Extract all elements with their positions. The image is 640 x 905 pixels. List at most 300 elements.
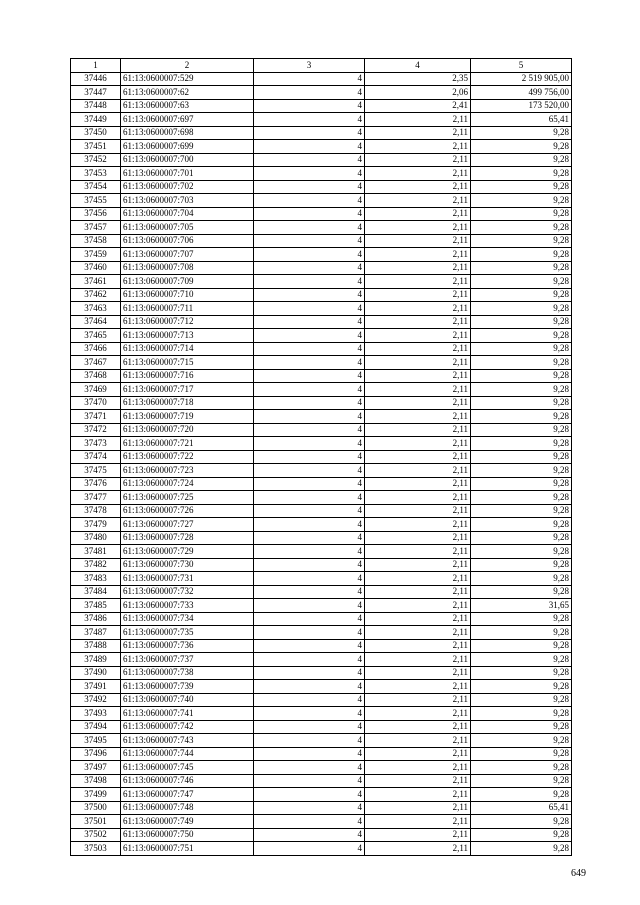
- table-row: [71, 396, 572, 410]
- table-cell-col1: 37486: [71, 612, 121, 626]
- table-row: [71, 234, 572, 248]
- table-cell-col4: 2,11: [365, 194, 471, 208]
- table-cell-col4: 2,11: [365, 734, 471, 748]
- table-cell-col2: 61:13:0600007:529: [121, 72, 254, 86]
- table-cell-col3: 4: [254, 410, 365, 424]
- table-row: [71, 707, 572, 721]
- table-cell-col2: 61:13:0600007:724: [121, 477, 254, 491]
- table-row: [71, 491, 572, 505]
- table-cell-col3: 4: [254, 693, 365, 707]
- table-cell-col5: 9,28: [471, 707, 572, 721]
- table-cell-col5: 9,28: [471, 774, 572, 788]
- table-cell-col1: 37449: [71, 113, 121, 127]
- table-header-row: [71, 59, 572, 73]
- table-cell-col2: 61:13:0600007:697: [121, 113, 254, 127]
- table-cell-col1: 37502: [71, 828, 121, 842]
- table-cell-col3: 4: [254, 86, 365, 100]
- table-cell-col5: 9,28: [471, 369, 572, 383]
- table-cell-col5: 9,28: [471, 450, 572, 464]
- table-row: [71, 680, 572, 694]
- table-row: [71, 126, 572, 140]
- table-cell-col1: 37462: [71, 288, 121, 302]
- table-cell-col5: 499 756,00: [471, 86, 572, 100]
- table-cell-col5: 9,28: [471, 153, 572, 167]
- table-cell-col3: 4: [254, 450, 365, 464]
- table-row: [71, 221, 572, 235]
- table-cell-col4: 2,11: [365, 410, 471, 424]
- table-cell-col1: 37477: [71, 491, 121, 505]
- table-cell-col4: 2,11: [365, 356, 471, 370]
- table-cell-col3: 4: [254, 261, 365, 275]
- table-cell-col3: 4: [254, 707, 365, 721]
- table-cell-col3: 4: [254, 558, 365, 572]
- table-row: [71, 207, 572, 221]
- table-cell-col5: 9,28: [471, 680, 572, 694]
- table-cell-col3: 4: [254, 248, 365, 262]
- table-cell-col1: 37456: [71, 207, 121, 221]
- table-cell-col2: 61:13:0600007:720: [121, 423, 254, 437]
- table-cell-col3: 4: [254, 356, 365, 370]
- table-row: [71, 167, 572, 181]
- table-row: [71, 437, 572, 451]
- table-cell-col3: 4: [254, 639, 365, 653]
- table-row: [71, 315, 572, 329]
- table-cell-col3: 4: [254, 599, 365, 613]
- table-cell-col5: 9,28: [471, 261, 572, 275]
- table-cell-col2: 61:13:0600007:728: [121, 531, 254, 545]
- table-cell-col5: 9,28: [471, 180, 572, 194]
- table-cell-col5: 9,28: [471, 342, 572, 356]
- table-cell-col1: 37481: [71, 545, 121, 559]
- table-cell-col3: 4: [254, 545, 365, 559]
- table-row: [71, 504, 572, 518]
- table-cell-col5: 2 519 905,00: [471, 72, 572, 86]
- table-cell-col5: 9,28: [471, 356, 572, 370]
- table-cell-col4: 2,11: [365, 423, 471, 437]
- table-cell-col3: 4: [254, 315, 365, 329]
- table-cell-col2: 61:13:0600007:741: [121, 707, 254, 721]
- table-cell-col1: 37463: [71, 302, 121, 316]
- table-cell-col2: 61:13:0600007:721: [121, 437, 254, 451]
- table-cell-col3: 4: [254, 329, 365, 343]
- table-cell-col4: 2,11: [365, 261, 471, 275]
- table-cell-col5: 9,28: [471, 828, 572, 842]
- table-cell-col4: 2,11: [365, 275, 471, 289]
- table-cell-col3: 4: [254, 774, 365, 788]
- page-number: 649: [571, 868, 586, 879]
- table-cell-col1: 37458: [71, 234, 121, 248]
- table-cell-col5: 9,28: [471, 315, 572, 329]
- table-cell-col2: 61:13:0600007:712: [121, 315, 254, 329]
- table-cell-col4: 2,11: [365, 315, 471, 329]
- table-cell-col1: 37459: [71, 248, 121, 262]
- table-cell-col4: 2,11: [365, 491, 471, 505]
- table-cell-col1: 37451: [71, 140, 121, 154]
- table-cell-col4: 2,11: [365, 383, 471, 397]
- table-cell-col4: 2,11: [365, 612, 471, 626]
- table-cell-col4: 2,11: [365, 693, 471, 707]
- table-cell-col2: 61:13:0600007:718: [121, 396, 254, 410]
- table-cell-col3: 4: [254, 194, 365, 208]
- table-row: [71, 747, 572, 761]
- table-cell-col4: 2,11: [365, 396, 471, 410]
- table-cell-col3: 4: [254, 180, 365, 194]
- table-cell-col5: 9,28: [471, 302, 572, 316]
- table-cell-col1: 37485: [71, 599, 121, 613]
- table-cell-col3: 4: [254, 234, 365, 248]
- table-cell-col4: 2,41: [365, 99, 471, 113]
- table-cell-col5: 9,28: [471, 639, 572, 653]
- table-cell-col5: 9,28: [471, 126, 572, 140]
- table-cell-col4: 2,11: [365, 342, 471, 356]
- table-cell-col5: 9,28: [471, 140, 572, 154]
- table-cell-col5: 9,28: [471, 423, 572, 437]
- table-cell-col1: 37489: [71, 653, 121, 667]
- table-cell-col3: 4: [254, 518, 365, 532]
- table-cell-col4: 2,11: [365, 707, 471, 721]
- table-cell-col4: 2,06: [365, 86, 471, 100]
- table-cell-col4: 2,11: [365, 518, 471, 532]
- table-cell-col2: 61:13:0600007:716: [121, 369, 254, 383]
- table-cell-col5: 9,28: [471, 747, 572, 761]
- table-cell-col4: 2,11: [365, 140, 471, 154]
- table-cell-col5: 9,28: [471, 396, 572, 410]
- table-cell-col3: 4: [254, 113, 365, 127]
- header-cell-5: 5: [471, 59, 572, 73]
- table-cell-col3: 4: [254, 464, 365, 478]
- table-cell-col2: 61:13:0600007:743: [121, 734, 254, 748]
- table-cell-col5: 9,28: [471, 410, 572, 424]
- table-cell-col1: 37478: [71, 504, 121, 518]
- table-row: [71, 99, 572, 113]
- table-row: [71, 113, 572, 127]
- table-cell-col1: 37470: [71, 396, 121, 410]
- table-row: [71, 194, 572, 208]
- table-cell-col4: 2,11: [365, 302, 471, 316]
- table-cell-col3: 4: [254, 747, 365, 761]
- table-cell-col4: 2,11: [365, 761, 471, 775]
- table-cell-col5: 9,28: [471, 612, 572, 626]
- table-cell-col5: 9,28: [471, 761, 572, 775]
- table-row: [71, 86, 572, 100]
- table-row: [71, 464, 572, 478]
- table-row: [71, 599, 572, 613]
- header-cell-3: 3: [254, 59, 365, 73]
- table-cell-col2: 61:13:0600007:746: [121, 774, 254, 788]
- table-cell-col3: 4: [254, 167, 365, 181]
- table-cell-col1: 37471: [71, 410, 121, 424]
- table-cell-col3: 4: [254, 612, 365, 626]
- table-cell-col5: 9,28: [471, 585, 572, 599]
- table-cell-col3: 4: [254, 342, 365, 356]
- header-cell-1: 1: [71, 59, 121, 73]
- table-row: [71, 639, 572, 653]
- table-cell-col1: 37488: [71, 639, 121, 653]
- table-cell-col5: 9,28: [471, 329, 572, 343]
- table-cell-col4: 2,11: [365, 653, 471, 667]
- table-cell-col4: 2,11: [365, 639, 471, 653]
- table-cell-col4: 2,11: [365, 666, 471, 680]
- table-cell-col1: 37452: [71, 153, 121, 167]
- table-row: [71, 842, 572, 856]
- table-cell-col1: 37468: [71, 369, 121, 383]
- table-cell-col5: 9,28: [471, 653, 572, 667]
- table-cell-col1: 37446: [71, 72, 121, 86]
- table-cell-col4: 2,11: [365, 720, 471, 734]
- table-cell-col1: 37466: [71, 342, 121, 356]
- table-cell-col4: 2,11: [365, 180, 471, 194]
- table-cell-col4: 2,11: [365, 531, 471, 545]
- table-cell-col1: 37467: [71, 356, 121, 370]
- table-cell-col4: 2,11: [365, 828, 471, 842]
- table-cell-col1: 37496: [71, 747, 121, 761]
- table-row: [71, 558, 572, 572]
- table-cell-col2: 61:13:0600007:698: [121, 126, 254, 140]
- table-cell-col3: 4: [254, 302, 365, 316]
- table-cell-col3: 4: [254, 626, 365, 640]
- table-cell-col5: 9,28: [471, 504, 572, 518]
- table-cell-col2: 61:13:0600007:705: [121, 221, 254, 235]
- table-cell-col2: 61:13:0600007:706: [121, 234, 254, 248]
- table-cell-col2: 61:13:0600007:62: [121, 86, 254, 100]
- table-row: [71, 653, 572, 667]
- table-cell-col4: 2,11: [365, 842, 471, 856]
- table-cell-col4: 2,11: [365, 207, 471, 221]
- table-row: [71, 329, 572, 343]
- table-body: [71, 59, 572, 856]
- table-cell-col5: 9,28: [471, 491, 572, 505]
- table-row: [71, 383, 572, 397]
- table-cell-col1: 37487: [71, 626, 121, 640]
- table-cell-col4: 2,11: [365, 572, 471, 586]
- table-cell-col1: 37484: [71, 585, 121, 599]
- table-row: [71, 342, 572, 356]
- table-cell-col2: 61:13:0600007:739: [121, 680, 254, 694]
- table-row: [71, 140, 572, 154]
- table-row: [71, 666, 572, 680]
- table-cell-col2: 61:13:0600007:700: [121, 153, 254, 167]
- table-cell-col2: 61:13:0600007:717: [121, 383, 254, 397]
- table-cell-col4: 2,11: [365, 788, 471, 802]
- table-cell-col4: 2,11: [365, 221, 471, 235]
- table-row: [71, 815, 572, 829]
- table-cell-col1: 37498: [71, 774, 121, 788]
- table-cell-col1: 37500: [71, 801, 121, 815]
- table-row: [71, 153, 572, 167]
- table-cell-col4: 2,11: [365, 680, 471, 694]
- table-row: [71, 545, 572, 559]
- table-cell-col4: 2,11: [365, 450, 471, 464]
- table-cell-col5: 9,28: [471, 194, 572, 208]
- table-cell-col4: 2,11: [365, 747, 471, 761]
- table-cell-col5: 9,28: [471, 207, 572, 221]
- table-cell-col2: 61:13:0600007:701: [121, 167, 254, 181]
- table-cell-col2: 61:13:0600007:708: [121, 261, 254, 275]
- table-cell-col1: 37494: [71, 720, 121, 734]
- table-cell-col2: 61:13:0600007:707: [121, 248, 254, 262]
- table-cell-col3: 4: [254, 572, 365, 586]
- table-cell-col3: 4: [254, 842, 365, 856]
- table-cell-col5: 9,28: [471, 788, 572, 802]
- table-row: [71, 261, 572, 275]
- table-row: [71, 410, 572, 424]
- table-cell-col2: 61:13:0600007:738: [121, 666, 254, 680]
- table-row: [71, 585, 572, 599]
- table-cell-col2: 61:13:0600007:750: [121, 828, 254, 842]
- table-cell-col2: 61:13:0600007:702: [121, 180, 254, 194]
- table-cell-col4: 2,11: [365, 815, 471, 829]
- table-cell-col1: 37453: [71, 167, 121, 181]
- table-cell-col4: 2,11: [365, 585, 471, 599]
- table-row: [71, 626, 572, 640]
- table-row: [71, 450, 572, 464]
- table-row: [71, 612, 572, 626]
- table-row: [71, 761, 572, 775]
- table-row: [71, 518, 572, 532]
- table-cell-col2: 61:13:0600007:729: [121, 545, 254, 559]
- table-cell-col3: 4: [254, 369, 365, 383]
- table-cell-col1: 37460: [71, 261, 121, 275]
- table-cell-col2: 61:13:0600007:731: [121, 572, 254, 586]
- table-cell-col5: 9,28: [471, 234, 572, 248]
- table-cell-col2: 61:13:0600007:703: [121, 194, 254, 208]
- table-cell-col2: 61:13:0600007:723: [121, 464, 254, 478]
- table-cell-col3: 4: [254, 504, 365, 518]
- table-cell-col3: 4: [254, 288, 365, 302]
- table-cell-col5: 9,28: [471, 815, 572, 829]
- table-row: [71, 302, 572, 316]
- table-cell-col2: 61:13:0600007:742: [121, 720, 254, 734]
- table-cell-col2: 61:13:0600007:710: [121, 288, 254, 302]
- table-cell-col3: 4: [254, 585, 365, 599]
- table-row: [71, 275, 572, 289]
- table-cell-col5: 9,28: [471, 720, 572, 734]
- table-cell-col3: 4: [254, 477, 365, 491]
- table-cell-col5: 173 520,00: [471, 99, 572, 113]
- table-cell-col2: 61:13:0600007:747: [121, 788, 254, 802]
- table-cell-col1: 37454: [71, 180, 121, 194]
- table-row: [71, 828, 572, 842]
- table-cell-col1: 37495: [71, 734, 121, 748]
- table-cell-col2: 61:13:0600007:734: [121, 612, 254, 626]
- table-cell-col1: 37483: [71, 572, 121, 586]
- table-cell-col3: 4: [254, 72, 365, 86]
- table-cell-col2: 61:13:0600007:715: [121, 356, 254, 370]
- table-cell-col2: 61:13:0600007:744: [121, 747, 254, 761]
- table-cell-col1: 37464: [71, 315, 121, 329]
- table-row: [71, 356, 572, 370]
- table-cell-col5: 9,28: [471, 518, 572, 532]
- table-cell-col3: 4: [254, 99, 365, 113]
- table-cell-col1: 37457: [71, 221, 121, 235]
- table-cell-col2: 61:13:0600007:733: [121, 599, 254, 613]
- table-cell-col4: 2,11: [365, 545, 471, 559]
- table-cell-col2: 61:13:0600007:719: [121, 410, 254, 424]
- table-cell-col3: 4: [254, 126, 365, 140]
- table-cell-col2: 61:13:0600007:727: [121, 518, 254, 532]
- table-row: [71, 248, 572, 262]
- table-cell-col5: 9,28: [471, 531, 572, 545]
- header-cell-2: 2: [121, 59, 254, 73]
- table-row: [71, 72, 572, 86]
- table-cell-col4: 2,35: [365, 72, 471, 86]
- table-cell-col3: 4: [254, 801, 365, 815]
- table-cell-col2: 61:13:0600007:63: [121, 99, 254, 113]
- table-cell-col5: 9,28: [471, 288, 572, 302]
- table-cell-col1: 37482: [71, 558, 121, 572]
- header-cell-4: 4: [365, 59, 471, 73]
- table-cell-col1: 37479: [71, 518, 121, 532]
- table-cell-col2: 61:13:0600007:713: [121, 329, 254, 343]
- table-cell-col3: 4: [254, 383, 365, 397]
- table-cell-col4: 2,11: [365, 153, 471, 167]
- table-cell-col3: 4: [254, 761, 365, 775]
- table-cell-col1: 37469: [71, 383, 121, 397]
- table-row: [71, 801, 572, 815]
- table-cell-col5: 9,28: [471, 248, 572, 262]
- table-cell-col1: 37475: [71, 464, 121, 478]
- table-cell-col3: 4: [254, 653, 365, 667]
- table-row: [71, 423, 572, 437]
- table-cell-col3: 4: [254, 680, 365, 694]
- table-cell-col4: 2,11: [365, 369, 471, 383]
- table-cell-col2: 61:13:0600007:740: [121, 693, 254, 707]
- table-cell-col1: 37491: [71, 680, 121, 694]
- table-cell-col3: 4: [254, 720, 365, 734]
- table-cell-col3: 4: [254, 491, 365, 505]
- table-cell-col4: 2,11: [365, 477, 471, 491]
- table-cell-col2: 61:13:0600007:709: [121, 275, 254, 289]
- table-cell-col1: 37455: [71, 194, 121, 208]
- table-cell-col5: 9,28: [471, 383, 572, 397]
- table-cell-col5: 9,28: [471, 842, 572, 856]
- table-cell-col3: 4: [254, 423, 365, 437]
- table-cell-col1: 37450: [71, 126, 121, 140]
- table-cell-col1: 37447: [71, 86, 121, 100]
- table-row: [71, 572, 572, 586]
- table-cell-col3: 4: [254, 815, 365, 829]
- table-cell-col3: 4: [254, 734, 365, 748]
- table-row: [71, 531, 572, 545]
- table-cell-col1: 37465: [71, 329, 121, 343]
- table-cell-col5: 65,41: [471, 113, 572, 127]
- cadastral-table: [70, 58, 572, 856]
- table-cell-col4: 2,11: [365, 248, 471, 262]
- table-row: [71, 477, 572, 491]
- table-cell-col3: 4: [254, 666, 365, 680]
- table-cell-col4: 2,11: [365, 329, 471, 343]
- table-row: [71, 180, 572, 194]
- table-cell-col4: 2,11: [365, 504, 471, 518]
- table-cell-col3: 4: [254, 828, 365, 842]
- table-cell-col4: 2,11: [365, 126, 471, 140]
- table-cell-col1: 37472: [71, 423, 121, 437]
- table-cell-col2: 61:13:0600007:732: [121, 585, 254, 599]
- table-cell-col4: 2,11: [365, 437, 471, 451]
- table-row: [71, 734, 572, 748]
- table-row: [71, 693, 572, 707]
- table-cell-col4: 2,11: [365, 801, 471, 815]
- table-cell-col5: 9,28: [471, 464, 572, 478]
- table-cell-col3: 4: [254, 396, 365, 410]
- table-cell-col1: 37461: [71, 275, 121, 289]
- table-row: [71, 369, 572, 383]
- table-cell-col1: 37493: [71, 707, 121, 721]
- table-cell-col2: 61:13:0600007:745: [121, 761, 254, 775]
- table-cell-col5: 9,28: [471, 477, 572, 491]
- table-cell-col1: 37497: [71, 761, 121, 775]
- table-cell-col3: 4: [254, 531, 365, 545]
